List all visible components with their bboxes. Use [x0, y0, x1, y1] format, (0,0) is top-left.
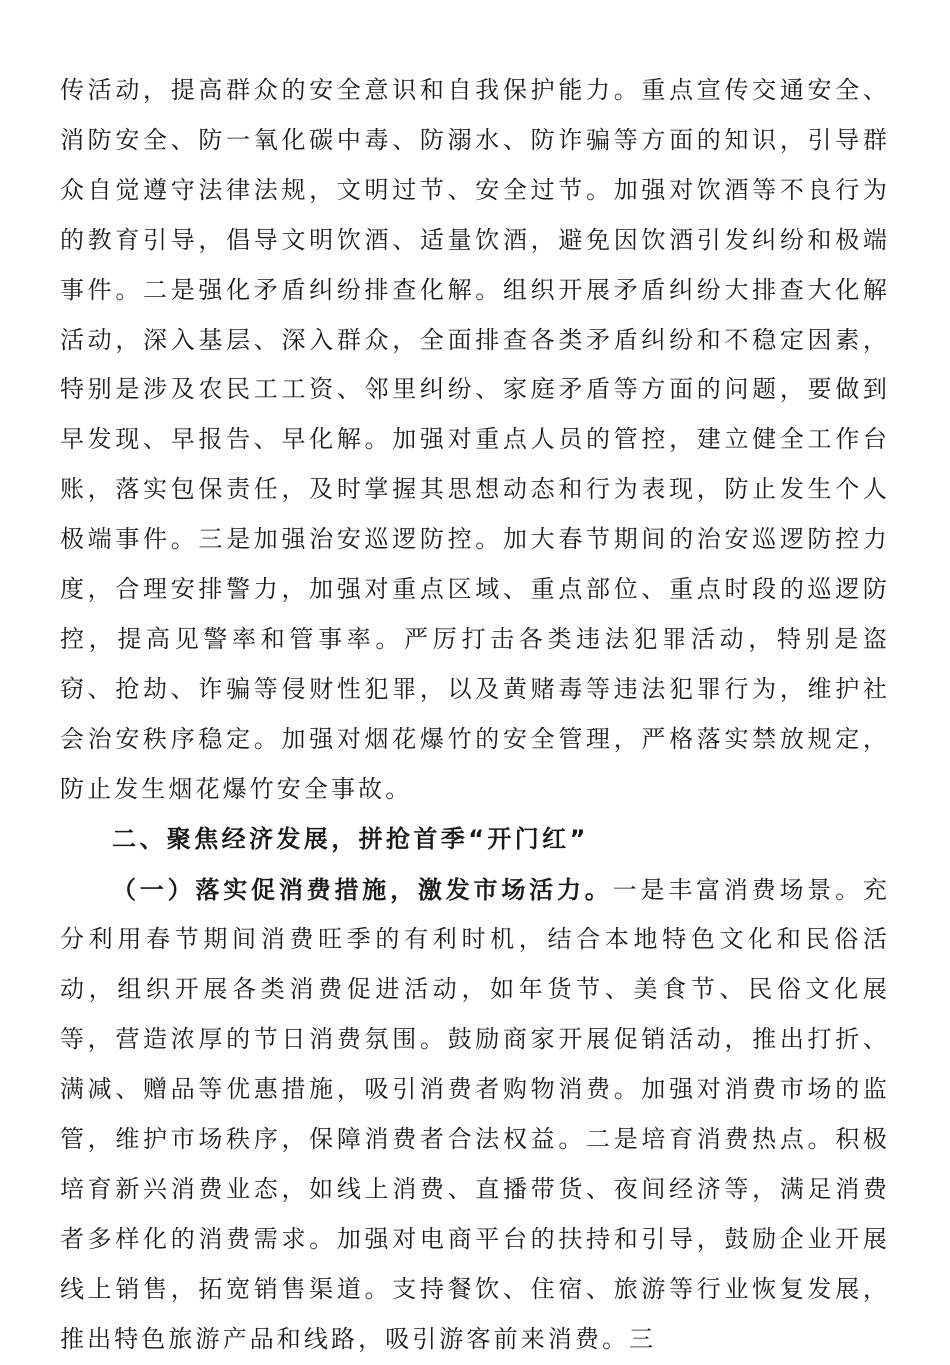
body-paragraph-2-text: 一是丰富消费场景。充分利用春节期间消费旺季的有利时机，结合本地特色文化和民俗活动，组织开展各类消费促进活动，如年货节、美食节、民俗文化展等，营造浓厚的节日消费氛围。鼓励商家开展促销活动，推出打折、满减、赠品等优惠措施，吸引消费者购物消费。加强对消费市场的监管，维护市场秩序，保障消费者合法权益。二是培育消费热点。积极培育新兴消费业态，如线上消费、直播带货、夜间经济等，满足消费者多样化的消费需求。加强对电商平台的扶持和引导，鼓励企业开展线上销售，拓宽销售渠道。支持餐饮、住宿、旅游等行业恢复发展，推出特色旅游产品和线路，吸引游客前来消费。三: [60, 875, 890, 1353]
subsection-title: （一）落实促消费措施，激发市场活力。: [112, 874, 613, 904]
document-body: [60, 66, 890, 1365]
section-heading: 二、聚焦经济发展，拼抢首季“开门红”: [112, 824, 589, 853]
body-paragraph-2: [60, 865, 890, 1365]
body-paragraph-1: 传活动，提高群众的安全意识和自我保护能力。重点宣传交通安全、消防安全、防一氧化碳中毒、防溺水、防诈骗等方面的知识，引导群众自觉遵守法律法规，文明过节、安全过节。加强对饮酒等不良行为的教育引导，倡导文明饮酒、适量饮酒，避免因饮酒引发纠纷和极端事件。二是强化矛盾纠纷排查化解。组织开展矛盾纠纷大排查大化解活动，深入基层、深入群众，全面排查各类矛盾纠纷和不稳定因素，特别是涉及农民工工资、邻里纠纷、家庭矛盾等方面的问题，要做到早发现、早报告、早化解。加强对重点人员的管控，建立健全工作台账，落实包保责任，及时掌握其思想动态和行为表现，防止发生个人极端事件。三是加强治安巡逻防控。加大春节期间的治安巡逻防控力度，合理安排警力，加强对重点区域、重点部位、重点时段的巡逻防控，提高见警率和管事率。严厉打击各类违法犯罪活动，特别是盗窃、抢劫、诈骗等侵财性犯罪，以及黄赌毒等违法犯罪行为，维护社会治安秩序稳定。加强对烟花爆竹的安全管理，严格落实禁放规定，防止发生烟花爆竹安全事故。: [60, 76, 890, 803]
